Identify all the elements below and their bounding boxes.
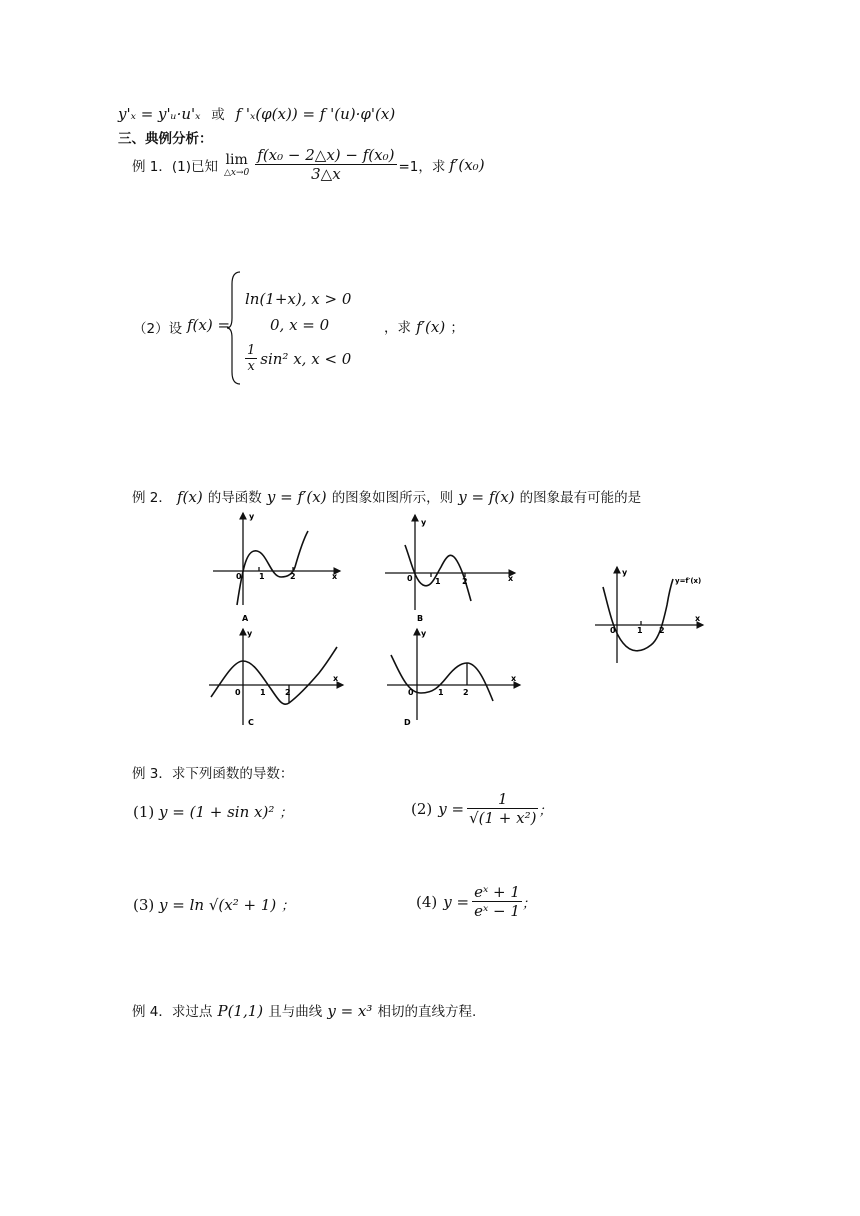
graph-d-tick1: 1 [438, 688, 444, 697]
example-4-curve: y = x³ [327, 1002, 373, 1020]
graph-d-y-label: y [421, 629, 427, 638]
graph-a-tick1: 1 [259, 572, 265, 581]
part-1-expr: y = (1 + sin x)² [159, 803, 275, 821]
piecewise-brace [226, 270, 242, 386]
example-1 [132, 146, 485, 183]
part-3-end: ； [281, 898, 295, 914]
example-1b-ask-prefix: ，求 [384, 320, 411, 336]
graph-c-label: C [248, 718, 254, 727]
graph-a-y-label: y [249, 512, 255, 521]
part-4-fraction [472, 883, 522, 920]
part-2-end: ； [538, 802, 552, 819]
graph-reference-tick2: 2 [659, 626, 665, 635]
example-2-label: 例 2． [132, 490, 172, 506]
graph-c-tick2: 2 [285, 688, 291, 697]
graph-a-tick2: 2 [290, 572, 296, 581]
graph-b-label: B [417, 614, 424, 623]
limit-word: lim [225, 151, 248, 168]
piecewise-case-2: 0, x = 0 [270, 316, 330, 334]
graph-c-x-label: x [333, 674, 339, 683]
piecewise-case-1: ln(1+x), x > 0 [245, 290, 352, 308]
limit-numerator: f(x₀ − 2△x) − f(x₀) [257, 146, 395, 164]
graph-b [385, 515, 515, 610]
example-1b-ask [384, 316, 464, 336]
chain-rule-formula [118, 103, 395, 123]
chain-rule-left: y'ₓ = y'ᵤ·u'ₓ [118, 105, 201, 123]
limit-denominator: 3△x [311, 165, 341, 183]
graph-b-x-label: x [508, 574, 514, 583]
part-4-y: y = [443, 892, 470, 911]
example-1-label: 例 1．(1)已知 [132, 158, 219, 175]
example-2-func: y = f(x) [458, 488, 515, 506]
example-4 [132, 1000, 476, 1020]
case3-num: 1 [247, 343, 256, 358]
graph-c-tick1: 1 [260, 688, 266, 697]
example-1b-fx: f(x) = [187, 316, 231, 334]
case3-tail: sin² x, x < 0 [260, 349, 352, 368]
example-2-deriv: y = f′(x) [266, 488, 327, 506]
part-4-bottom: eˣ − 1 [474, 902, 520, 920]
formula-or: 或 [211, 107, 225, 123]
example-4-text2: 相切的直线方程. [377, 1004, 477, 1020]
graph-b-tick2: 2 [462, 577, 468, 586]
graph-b-origin: 0 [407, 574, 413, 583]
graph-d [387, 629, 520, 720]
graph-reference-x-label: x [695, 614, 701, 623]
part-2-fraction [467, 790, 538, 827]
part-4-top: eˣ + 1 [474, 883, 520, 901]
example-1b-label: （2）设 [133, 321, 183, 337]
example-2-graphs [195, 505, 735, 735]
chain-rule-right: f 'ₓ(φ(x)) = f '(u)·φ'(x) [235, 105, 396, 123]
graph-d-x-label: x [511, 674, 517, 683]
case3-fraction [245, 343, 257, 374]
graph-c-origin: 0 [235, 688, 241, 697]
example-3-part-4 [416, 883, 535, 920]
graph-b-y-label: y [421, 518, 427, 527]
example-4-point: P(1,1) [217, 1002, 264, 1020]
graph-a-origin: 0 [236, 572, 242, 581]
example-4-label: 例 4．求过点 [132, 1004, 213, 1020]
limit [222, 152, 251, 178]
example-3-part-1 [133, 801, 293, 821]
part-4-number: (4) [416, 892, 438, 911]
case3-den: x [247, 359, 255, 374]
piecewise-case-3 [245, 343, 351, 374]
part-2-number: (2) [411, 799, 433, 818]
limit-sub: △x→0 [224, 167, 250, 178]
graph-b-tick1: 1 [435, 577, 441, 586]
graph-d-label: D [404, 718, 411, 727]
graph-d-origin: 0 [408, 688, 414, 697]
part-2-y: y = [438, 799, 465, 818]
example-4-text1: 且与曲线 [268, 1004, 323, 1020]
part-3-expr: y = ln √(x² + 1) [159, 896, 277, 914]
part-1-end: ； [279, 805, 293, 821]
graph-reference-label: y=f′(x) [675, 577, 702, 585]
example-3-part-3 [133, 894, 295, 914]
example-1b-ask-suffix: ； [450, 320, 464, 336]
graph-reference-origin: 0 [610, 626, 616, 635]
example-2 [132, 486, 641, 506]
part-2-bottom: √(1 + x²) [469, 809, 537, 827]
section-title: 三、典例分析： [118, 131, 213, 147]
example-1-equals: =1，求 [398, 158, 446, 175]
graph-d-tick2: 2 [463, 688, 469, 697]
graph-reference-y-label: y [622, 568, 628, 577]
example-1b-ask-expr: f′(x) [416, 318, 446, 336]
part-3-number: (3) [133, 896, 155, 914]
graph-c-y-label: y [247, 629, 253, 638]
graph-a-x-label: x [332, 572, 338, 581]
part-4-end: ； [521, 895, 536, 912]
example-2-text3: 的图象最有可能的是 [519, 490, 642, 506]
example-3-label: 例 3．求下列函数的导数： [132, 766, 294, 782]
graph-c [209, 629, 343, 725]
graph-reference-tick1: 1 [637, 626, 643, 635]
graph-a [213, 513, 340, 605]
example-2-text2: 的图象如图所示，则 [331, 490, 454, 506]
part-1-number: (1) [133, 803, 155, 821]
example-1-ask: f′(x₀) [449, 155, 485, 174]
example-2-text1: 的导函数 [207, 490, 262, 506]
graph-a-label: A [242, 614, 249, 623]
example-2-fx: f(x) [176, 488, 203, 506]
part-2-top: 1 [467, 790, 538, 809]
limit-fraction [255, 146, 396, 183]
example-3-part-2 [411, 790, 552, 827]
